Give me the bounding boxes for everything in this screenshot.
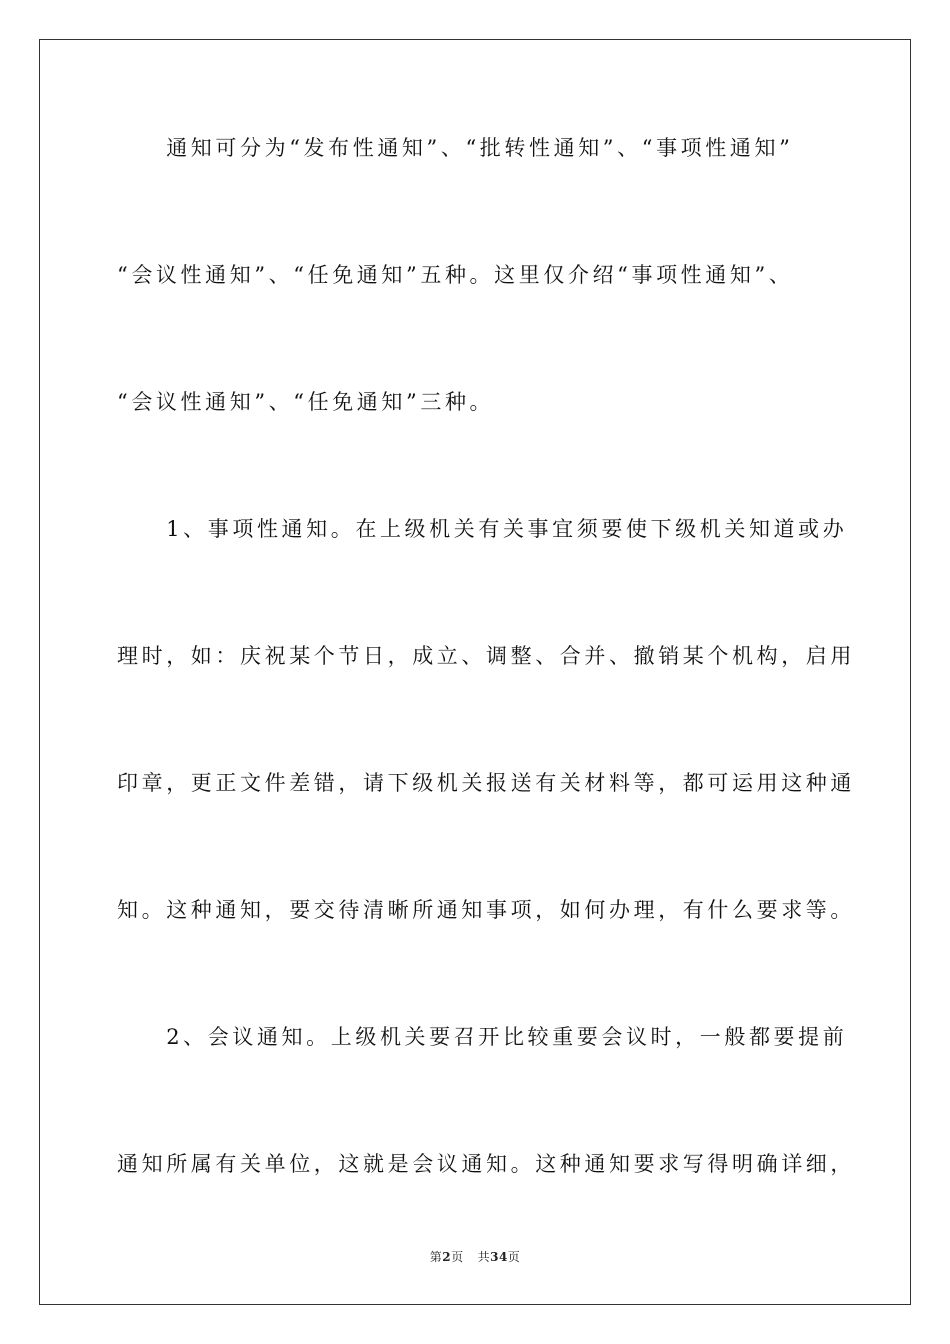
text-line: 印章，更正文件差错，请下级机关报送有关材料等，都可运用这种通 <box>117 771 855 795</box>
paragraph-notice-types <box>117 118 833 499</box>
text-line: 通知可分为“发布性通知”、“批转性通知”、“事项性通知” <box>117 136 794 160</box>
text-line: 知。这种通知，要交待清晰所通知事项，如何办理，有什么要求等。 <box>117 898 855 922</box>
page-label-suffix: 页 <box>451 1250 464 1264</box>
page-footer <box>0 1248 950 1265</box>
document-body <box>117 118 855 1261</box>
page-label-prefix: 第 <box>429 1250 443 1264</box>
page-number: 2 <box>442 1250 452 1264</box>
total-label-suffix: 页 <box>507 1250 521 1264</box>
total-label-prefix: 共 <box>477 1250 491 1264</box>
text-line: 1、事项性通知。在上级机关有关事宜须要使下级机关知道或办 <box>117 517 848 541</box>
text-line: “会议性通知”、“任免通知”五种。这里仅介绍“事项性通知”、 <box>117 263 794 287</box>
total-pages: 34 <box>490 1250 508 1264</box>
paragraph-item-notice <box>117 499 855 1007</box>
text-line: 理时，如：庆祝某个节日，成立、调整、合并、撤销某个机构，启用 <box>117 644 855 668</box>
text-line: “会议性通知”、“任免通知”三种。 <box>117 390 495 414</box>
paragraph-meeting-notice <box>117 1007 855 1261</box>
text-line: 通知所属有关单位，这就是会议通知。这种通知要求写得明确详细， <box>117 1152 855 1176</box>
text-line: 2、会议通知。上级机关要召开比较重要会议时，一般都要提前 <box>117 1025 848 1049</box>
